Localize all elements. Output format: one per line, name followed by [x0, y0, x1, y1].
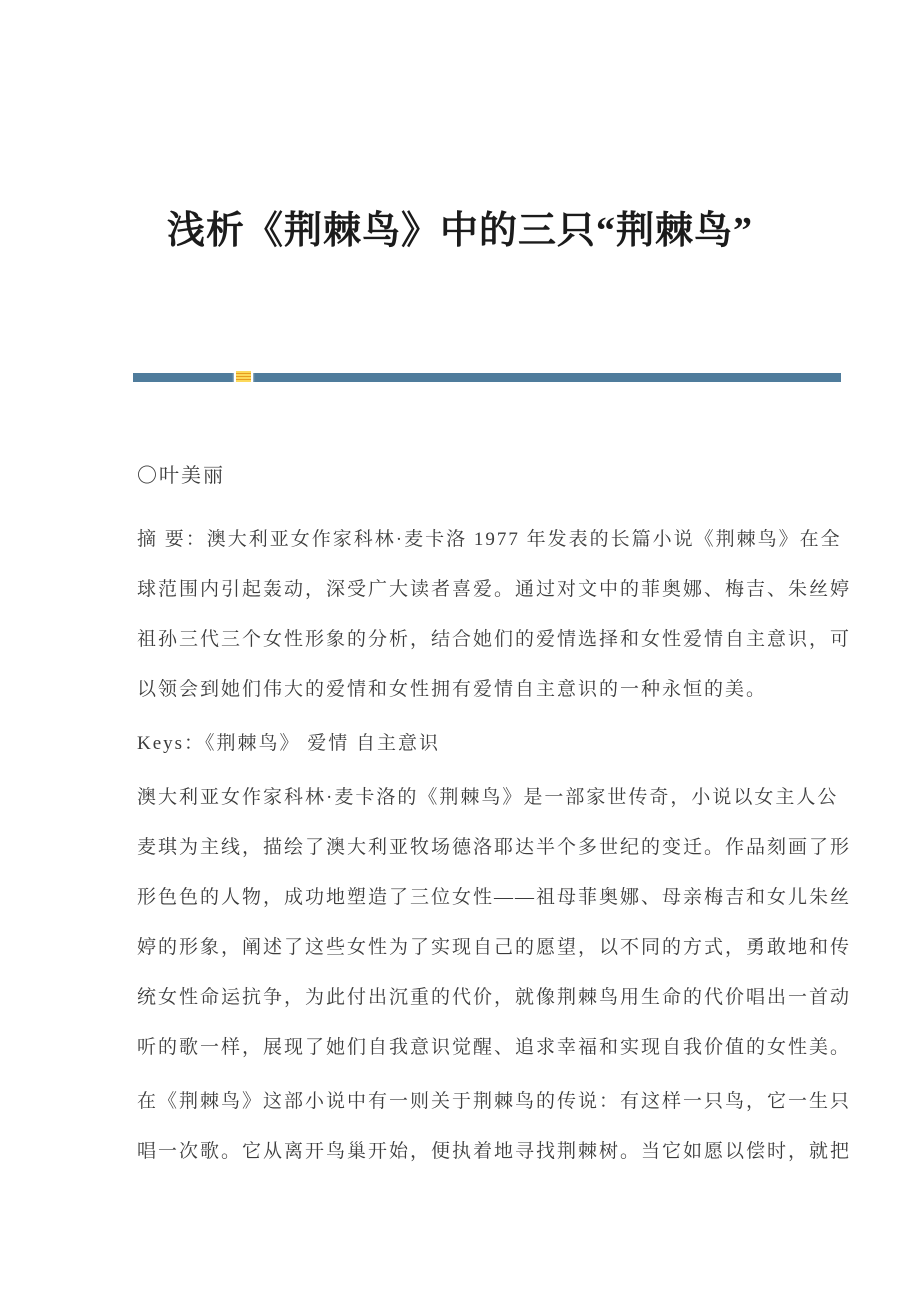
text-line: Keys：《荆棘鸟》 爱情 自主意识	[137, 733, 441, 754]
bookmark-icon	[234, 369, 253, 384]
text-line: 统女性命运抗争，为此付出沉重的代价，就像荆棘鸟用生命的代价唱出一首动	[137, 987, 852, 1008]
text-line: 形色色的人物，成功地塑造了三位女性——祖母菲奥娜、母亲梅吉和女儿朱丝	[137, 887, 852, 908]
text-line: 以领会到她们伟大的爱情和女性拥有爱情自主意识的一种永恒的美。	[137, 679, 768, 700]
text-line: 婷的形象，阐述了这些女性为了实现自己的愿望，以不同的方式，勇敢地和传	[137, 937, 852, 958]
author-line: 〇叶美丽	[137, 465, 225, 487]
abstract-paragraph	[137, 515, 852, 715]
section-divider	[133, 373, 841, 382]
text-line: 在《荆棘鸟》这部小说中有一则关于荆棘鸟的传说：有这样一只鸟，它一生只	[137, 1091, 852, 1112]
article-content	[137, 515, 852, 1181]
text-line: 球范围内引起轰动，深受广大读者喜爱。通过对文中的菲奥娜、梅吉、朱丝婷	[137, 579, 852, 600]
text-line: 听的歌一样，展现了她们自我意识觉醒、追求幸福和实现自我价值的女性美。	[137, 1037, 852, 1058]
text-line: 唱一次歌。它从离开鸟巢开始，便执着地寻找荆棘树。当它如愿以偿时，就把	[137, 1141, 852, 1162]
text-line: 祖孙三代三个女性形象的分析，结合她们的爱情选择和女性爱情自主意识，可	[137, 629, 852, 650]
body-paragraph	[137, 773, 852, 1073]
keywords-line	[137, 719, 780, 769]
text-line: 摘 要：澳大利亚女作家科林·麦卡洛 1977 年发表的长篇小说《荆棘鸟》在全	[137, 529, 842, 550]
text-line: 麦琪为主线，描绘了澳大利亚牧场德洛耶达半个多世纪的变迁。作品刻画了形	[137, 837, 852, 858]
body-paragraph	[137, 1077, 852, 1177]
text-line: 澳大利亚女作家科林·麦卡洛的《荆棘鸟》是一部家世传奇，小说以女主人公	[137, 787, 839, 808]
page-title: 浅析《荆棘鸟》中的三只“荆棘鸟”	[166, 210, 753, 252]
